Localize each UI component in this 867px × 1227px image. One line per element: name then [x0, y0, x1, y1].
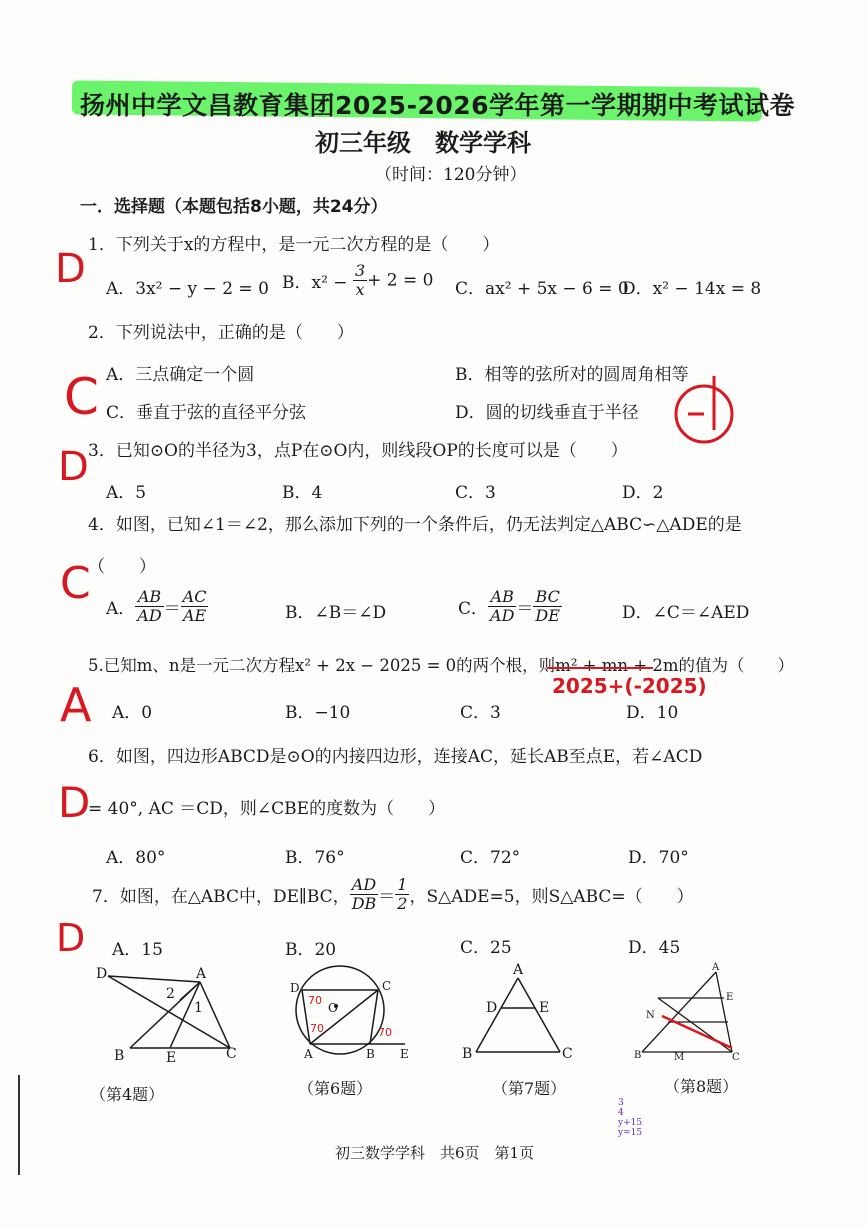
- q7-stem-tail: ，S△ADE=5，则S△ABC=（ ）: [409, 887, 694, 907]
- fig6-label-b: B: [366, 1047, 375, 1061]
- fraction-numerator: 3: [354, 261, 366, 280]
- handwritten-answer-q6: D: [58, 778, 91, 827]
- fig4-label-b: B: [114, 1048, 125, 1064]
- q4-option-a-label: A．: [106, 599, 136, 619]
- caption-fig7: （第7题）: [492, 1079, 567, 1098]
- fig6-label-e: E: [400, 1047, 409, 1061]
- fig4-label-2: 2: [166, 986, 175, 1002]
- fig6-ink-70a: 70: [308, 994, 322, 1007]
- question-4-stem: 4．如图，已知∠1＝∠2，那么添加下列的一个条件后，仍无法判定△ABC∽△ADE的是: [88, 515, 742, 535]
- fraction-denominator: AE: [182, 606, 207, 625]
- figure-7: [458, 960, 578, 1070]
- q7-option-a: A．15: [112, 940, 163, 960]
- q2-option-c: C．垂直于弦的直径平分弦: [106, 403, 307, 423]
- fraction-numerator: AD: [350, 876, 379, 895]
- exam-subtitle: 初三年级 数学学科: [315, 129, 531, 157]
- fraction-numerator: AB: [488, 588, 516, 607]
- time-limit: （时间：120分钟）: [375, 165, 527, 185]
- handwritten-answer-q5: A: [60, 678, 92, 732]
- q3-option-b: B．4: [282, 483, 323, 503]
- handwritten-answer-q2: C: [64, 368, 99, 426]
- fig8-label-n: N: [646, 1010, 655, 1021]
- fraction-denominator: AD: [490, 606, 515, 625]
- q3-option-a: A．5: [106, 483, 147, 503]
- fig6-label-c: C: [382, 979, 392, 993]
- q7-option-d: D．45: [628, 938, 681, 958]
- q5-option-b: B．−10: [285, 703, 351, 723]
- figure-8: [628, 960, 748, 1070]
- handwritten-answer-q4: C: [60, 558, 91, 609]
- question-6-stem: 6．如图，四边形ABCD是⊙O的内接四边形，连接AC，延长AB至点E，若∠ACD: [88, 747, 703, 767]
- question-6-stem-cont: = 40°, AC ＝CD，则∠CBE的度数为（ ）: [88, 799, 446, 819]
- q7-option-c: C．25: [460, 938, 512, 958]
- question-5-stem: 5.已知m、n是一元二次方程x² + 2x − 2025 = 0的两个根，则m² + mn + 2m的值为（ ）: [88, 656, 794, 675]
- handwritten-note-q5: 2025+(-2025): [552, 674, 707, 698]
- section-heading: 一．选择题（本题包括8小题，共24分）: [80, 197, 388, 217]
- fraction-denominator: AD: [137, 606, 162, 625]
- q1-option-d: D．x² − 14x = 8: [622, 279, 762, 299]
- q4a-frac2: [181, 588, 209, 625]
- fraction-denominator: DB: [351, 894, 377, 913]
- exam-title: 扬州中学文昌教育集团2025-2026学年第一学期期中考试试卷: [80, 91, 796, 120]
- q1-option-b: [282, 262, 433, 299]
- q6-option-d: D．70°: [628, 848, 689, 868]
- caption-fig8: （第8题）: [664, 1077, 739, 1096]
- q4a-frac1: [135, 588, 163, 625]
- side-note: [618, 1098, 642, 1138]
- fig6-label-d: D: [290, 981, 300, 995]
- question-4-stem-cont: （ ）: [88, 557, 156, 577]
- q7-option-b: B．20: [285, 940, 337, 960]
- fraction-numerator: BC: [533, 588, 562, 607]
- q6-option-c: C．72°: [460, 848, 521, 868]
- fig7-label-b: B: [462, 1046, 473, 1062]
- fig7-label-c: C: [562, 1046, 573, 1062]
- page-footer: 初三数学学科 共6页 第1页: [335, 1144, 535, 1162]
- fig6-label-a: A: [304, 1047, 313, 1061]
- q4-option-c: C． $\frac{AB}{AD}$ ＝ $\frac{BC}{DE}$: [458, 587, 560, 625]
- question-1-stem: 1．下列关于x的方程中，是一元二次方程的是（ ）: [88, 235, 500, 255]
- q6-option-b: B．76°: [285, 848, 345, 868]
- figure-6: [280, 960, 420, 1070]
- q3-option-c: C．3: [455, 483, 496, 503]
- q4-option-d: D．∠C＝∠AED: [622, 603, 750, 623]
- fraction-denominator: x: [355, 280, 365, 299]
- handwritten-answer-q3: D: [58, 444, 89, 490]
- fig6-label-o: O: [328, 1001, 338, 1015]
- fig6-ink-70b: 70: [310, 1022, 324, 1035]
- side-note-line: 4: [618, 1108, 624, 1118]
- side-note-line: 3: [618, 1098, 624, 1108]
- scan-edge-line: [18, 1075, 20, 1175]
- fig6-ink-70c: 70: [378, 1026, 392, 1039]
- q7-frac1: [350, 876, 379, 913]
- fig8-label-m: M: [674, 1052, 685, 1063]
- question-3-stem: 3．已知⊙O的半径为3，点P在⊙O内，则线段OP的长度可以是（ ）: [88, 441, 628, 461]
- q1-option-b-suffix: + 2 = 0: [367, 270, 434, 291]
- fig7-label-d: D: [486, 1000, 498, 1016]
- q2-option-a: A．三点确定一个圆: [106, 365, 255, 385]
- fraction-denominator: DE: [535, 606, 560, 625]
- fig8-label-c: C: [732, 1052, 740, 1063]
- fig4-label-e: E: [166, 1050, 177, 1066]
- fraction-numerator: AC: [182, 587, 207, 606]
- fig8-label-b: B: [634, 1050, 642, 1061]
- q4-option-a: A． $\frac{AB}{AD}$ ＝ $\frac{AC}{AE}$: [106, 587, 207, 625]
- fig7-label-e: E: [539, 1000, 550, 1016]
- q4-option-c-label: C．: [458, 599, 489, 619]
- q4c-frac1: [488, 588, 516, 625]
- q2-option-d: D．圆的切线垂直于半径: [455, 403, 639, 423]
- q4c-frac2: [533, 588, 562, 625]
- caption-fig6: （第6题）: [298, 1079, 373, 1098]
- side-note-line: y=15: [618, 1128, 643, 1138]
- handwritten-answer-q1: D: [55, 246, 86, 292]
- question-2-stem: 2．下列说法中，正确的是（ ）: [88, 323, 354, 343]
- q5-option-a: A．0: [112, 703, 153, 723]
- fig4-label-c: C: [226, 1046, 237, 1062]
- q1-option-a: A．3x² − y − 2 = 0: [106, 279, 269, 299]
- fraction-numerator: 1: [397, 875, 408, 894]
- fraction-numerator: AB: [135, 588, 163, 607]
- q1-option-b-prefix: B．x² −: [282, 273, 353, 293]
- side-note-line: y+15: [618, 1118, 643, 1128]
- q7-frac2: [395, 876, 409, 913]
- q5-underline-mark: [545, 664, 655, 674]
- q7-stem-head: 7．如图，在△ABC中，DE∥BC，: [92, 887, 350, 907]
- handwritten-answer-q7: D: [56, 916, 86, 960]
- q5-option-c: C．3: [460, 703, 501, 723]
- q4-option-b: B．∠B＝∠D: [285, 603, 387, 623]
- fig8-label-a: A: [712, 962, 720, 973]
- figure-4: [90, 960, 250, 1070]
- q2-option-b: B．相等的弦所对的圆周角相等: [455, 365, 689, 385]
- caption-fig4: （第4题）: [90, 1085, 165, 1104]
- q6-option-a: A．80°: [106, 848, 166, 868]
- fraction-denominator: 2: [397, 894, 408, 913]
- fig4-label-a: A: [196, 966, 207, 982]
- fig8-label-e: E: [726, 992, 734, 1003]
- q5-option-d: D．10: [626, 703, 679, 723]
- q1-option-b-fraction: [353, 262, 367, 299]
- handwritten-circle-mark: [670, 370, 740, 450]
- question-7-stem: 7．如图，在△ABC中，DE∥BC， $\frac{AD}{DB}$ ＝ $\frac{1}{2}$ ，S△ADE=5，则S△ABC=（ ）: [92, 875, 694, 913]
- q3-option-d: D．2: [622, 483, 664, 503]
- fig4-label-d: D: [96, 966, 108, 982]
- q1-option-c: C．ax² + 5x − 6 = 0: [455, 279, 629, 299]
- fig7-label-a: A: [513, 962, 524, 978]
- fig4-label-1: 1: [194, 1000, 203, 1016]
